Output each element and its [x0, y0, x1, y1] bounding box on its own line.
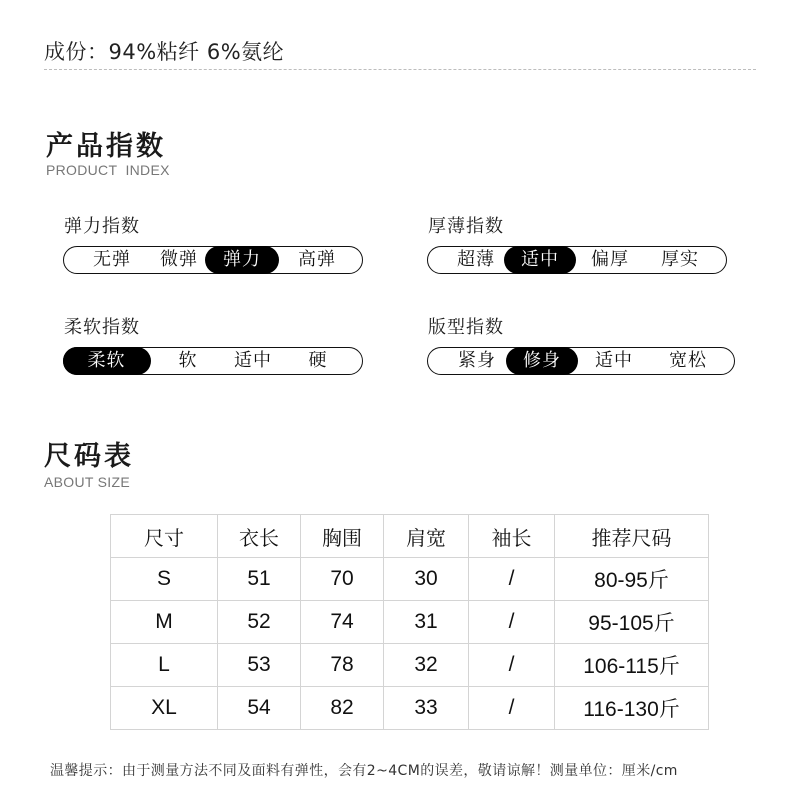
table-row — [111, 601, 709, 644]
table-cell: 78 — [301, 644, 384, 687]
header-bust: 胸围 — [301, 515, 384, 558]
size-chart-title: 尺码表 — [44, 441, 134, 472]
table-cell: 95-105斤 — [555, 601, 709, 644]
table-cell: 53 — [218, 644, 301, 687]
table-cell: 51 — [218, 558, 301, 601]
product-index-title: 产品指数 — [46, 131, 166, 162]
softness-index-scale — [63, 347, 363, 375]
option-hard: 硬 — [308, 349, 328, 371]
option-medium-selected: 适中 — [504, 246, 576, 274]
table-cell: 33 — [384, 687, 469, 730]
table-cell: 31 — [384, 601, 469, 644]
size-chart-subtitle: ABOUT SIZE — [44, 474, 130, 490]
elasticity-index-label: 弹力指数 — [64, 216, 140, 237]
table-cell: 54 — [218, 687, 301, 730]
table-cell: L — [111, 644, 218, 687]
header-length: 衣长 — [218, 515, 301, 558]
option-regular: 适中 — [595, 349, 633, 371]
option-ultra-thin: 超薄 — [457, 248, 495, 270]
table-cell: 32 — [384, 644, 469, 687]
fit-index-scale — [427, 347, 735, 375]
header-recommended: 推荐尺码 — [555, 515, 709, 558]
option-stretch-selected: 弹力 — [205, 246, 279, 274]
option-soft-selected: 柔软 — [63, 347, 151, 375]
table-cell: / — [469, 558, 555, 601]
table-cell: 52 — [218, 601, 301, 644]
size-table — [110, 514, 709, 730]
dashed-divider — [44, 69, 756, 70]
table-cell: / — [469, 644, 555, 687]
option-slight-stretch: 微弹 — [160, 248, 198, 270]
table-header-row — [111, 515, 709, 558]
header-shoulder: 肩宽 — [384, 515, 469, 558]
option-medium: 适中 — [234, 349, 272, 371]
option-tight: 紧身 — [458, 349, 496, 371]
table-cell: 116-130斤 — [555, 687, 709, 730]
product-index-subtitle: PRODUCT INDEX — [46, 162, 170, 178]
measurement-note: 温馨提示：由于测量方法不同及面料有弹性，会有2~4CM的误差，敬请谅解！测量单位：厘米/cm — [50, 763, 678, 779]
table-cell: M — [111, 601, 218, 644]
thickness-index-scale — [427, 246, 727, 274]
header-size: 尺寸 — [111, 515, 218, 558]
composition-text: 成份：94%粘纤 6%氨纶 — [44, 40, 285, 64]
table-cell: S — [111, 558, 218, 601]
table-cell: 80-95斤 — [555, 558, 709, 601]
option-slim-selected: 修身 — [506, 347, 578, 375]
table-cell: 82 — [301, 687, 384, 730]
option-loose: 宽松 — [669, 349, 707, 371]
option-high-stretch: 高弹 — [298, 248, 336, 270]
table-row — [111, 558, 709, 601]
table-cell: 70 — [301, 558, 384, 601]
elasticity-index-scale — [63, 246, 363, 274]
softness-index-label: 柔软指数 — [64, 317, 140, 338]
table-cell: XL — [111, 687, 218, 730]
table-cell: 106-115斤 — [555, 644, 709, 687]
thickness-index-label: 厚薄指数 — [428, 216, 504, 237]
table-cell: / — [469, 601, 555, 644]
table-row — [111, 644, 709, 687]
fit-index-label: 版型指数 — [428, 317, 504, 338]
option-semi-soft: 软 — [178, 349, 198, 371]
header-sleeve: 袖长 — [469, 515, 555, 558]
table-cell: / — [469, 687, 555, 730]
table-cell: 30 — [384, 558, 469, 601]
table-cell: 74 — [301, 601, 384, 644]
table-row — [111, 687, 709, 730]
option-thick: 厚实 — [661, 248, 699, 270]
option-thicker: 偏厚 — [591, 248, 629, 270]
option-no-stretch: 无弹 — [93, 248, 131, 270]
